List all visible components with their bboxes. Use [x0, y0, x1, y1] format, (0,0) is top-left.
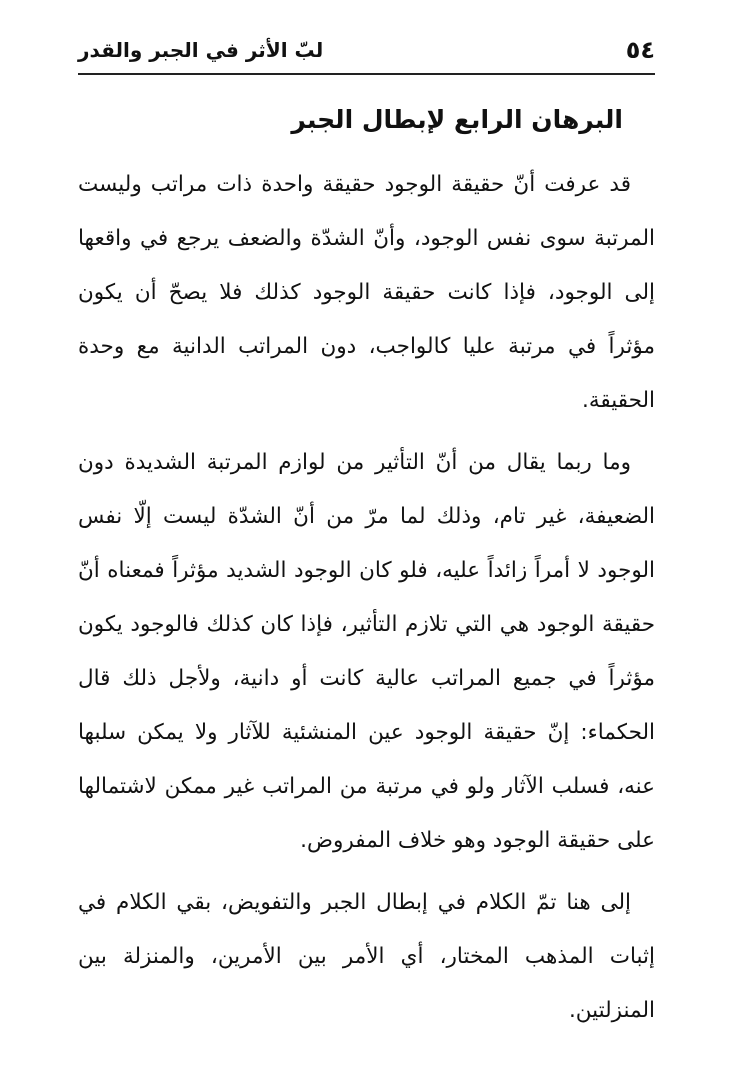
paragraph-1: قد عرفت أنّ حقيقة الوجود حقيقة واحدة ذات مراتب وليست المرتبة سوى نفس الوجود، وأنّ الشدّة والضعف يرجع في واقعها إلى الوجود، فإذا كانت حقيقة الوجود كذلك فلا يصحّ أن يكون مؤثراً في مرتبة عليا كالواجب، دون المراتب الدانية مع وحدة الحقيقة.	[78, 172, 655, 413]
header-rule	[78, 73, 655, 75]
running-title: لبّ الأثر في الجبر والقدر	[78, 38, 324, 62]
paragraph-2: وما ربما يقال من أنّ التأثير من لوازم المرتبة الشديدة دون الضعيفة، غير تام، وذلك لما مرّ من أنّ الشدّة ليست إلّا نفس الوجود لا أمراً زائداً عليه، فلو كان الوجود الشديد مؤثراً فمعناه أنّ حقيقة الوجود هي التي تلازم التأثير، فإذا كان كذلك فالوجود يكون مؤثراً في جميع المراتب عالية كانت أو دانية، ولأجل ذلك قال الحكماء: إنّ حقيقة الوجود عين المنشئية للآثار ولا يمكن سلبها عنه، فسلب الآثار ولو في مرتبة من المراتب غير ممكن لاشتمالها على حقيقة الوجود وهو خلاف المفروض.	[78, 450, 655, 853]
page-number: ٥٤	[625, 36, 655, 64]
running-head	[78, 30, 655, 70]
section-title: البرهان الرابع لإبطال الجبر	[291, 105, 623, 134]
page-body	[78, 96, 655, 1046]
paragraph-3: إلى هنا تمّ الكلام في إبطال الجبر والتفويض، بقي الكلام في إثبات المذهب المختار، أي الأمر بين الأمرين، والمنزلة بين المنزلتين.	[78, 890, 655, 1023]
